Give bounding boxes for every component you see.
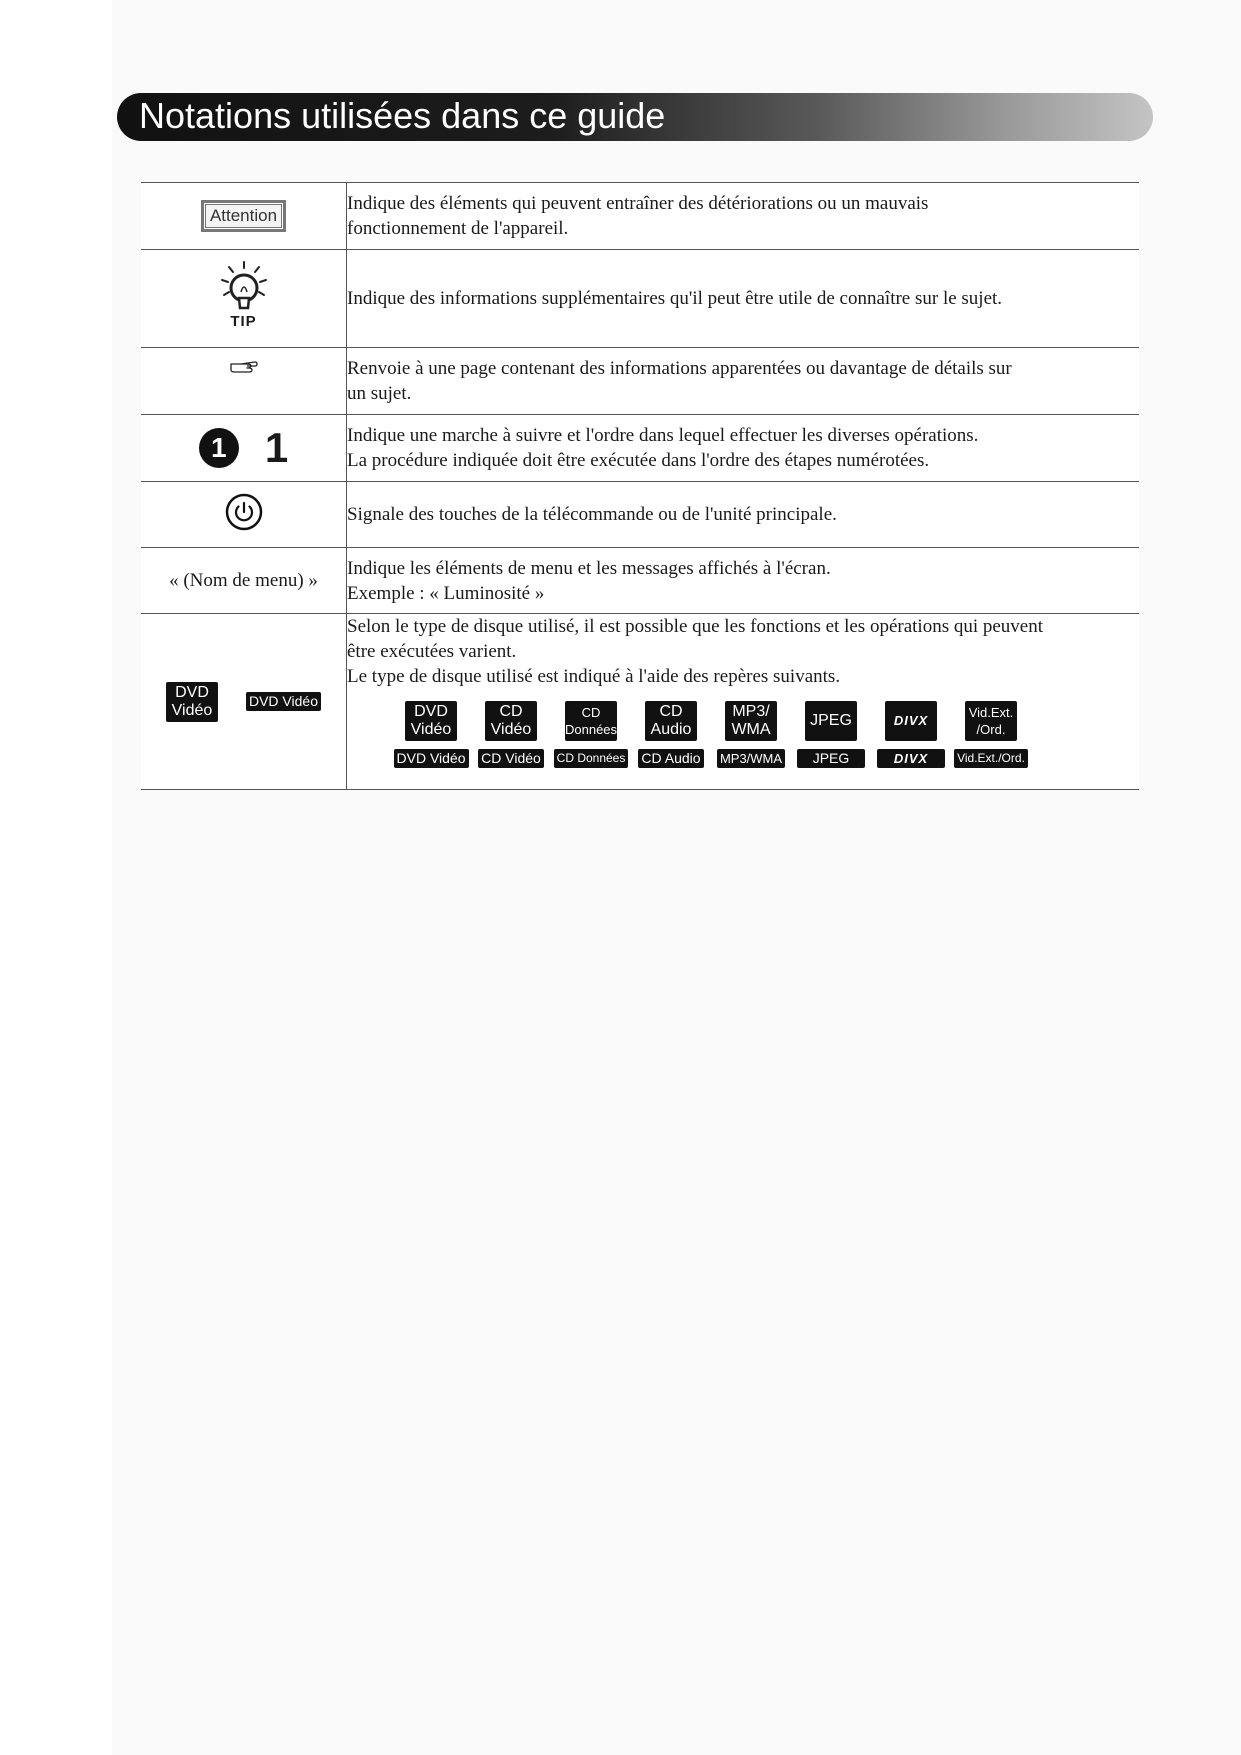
cd-video-badge-small: CD Vidéo	[478, 749, 544, 768]
attention-icon: Attention	[201, 200, 286, 232]
description-line: un sujet.	[347, 383, 412, 404]
step-number-circled-icon: 1	[199, 428, 239, 468]
description-line: fonctionnement de l'appareil.	[347, 218, 569, 239]
step-number-plain: 1	[264, 424, 289, 471]
mp3-wma-badge-small: MP3/WMA	[717, 749, 785, 768]
jpeg-badge-large: JPEG	[805, 701, 857, 741]
description-cell	[347, 415, 1140, 482]
description-cell	[347, 614, 1140, 790]
description-cell	[347, 548, 1140, 614]
description-line: Indique des éléments qui peuvent entraîner des détériorations ou un mauvais	[347, 193, 929, 214]
dvd-video-badge-large: DVD Vidéo	[405, 701, 457, 741]
lightbulb-tip-icon	[214, 258, 274, 334]
cd-donnees-badge-large: CD Données	[565, 701, 617, 741]
symbol-cell	[141, 183, 347, 250]
divx-badge-large: DIVX	[885, 701, 937, 741]
table-row	[141, 250, 1139, 348]
section-title-bar	[117, 93, 1153, 141]
description-line: La procédure indiquée doit être exécutée dans l'ordre des étapes numérotées.	[347, 450, 930, 471]
vid-ext-ord-badge-large: Vid.Ext. /Ord.	[965, 701, 1017, 741]
description-line: Exemple : « Luminosité »	[347, 582, 545, 604]
description-line: Renvoie à une page contenant des informations apparentées ou davantage de détails sur	[347, 358, 1012, 379]
table-row	[141, 548, 1139, 614]
page-title: Notations utilisées dans ce guide	[139, 95, 666, 136]
table-row	[141, 348, 1139, 415]
description-line: Le type de disque utilisé est indiqué à l'aide des repères suivants.	[347, 666, 841, 687]
notation-table	[141, 182, 1139, 790]
table-row	[141, 614, 1139, 790]
dvd-video-badge-small: DVD Vidéo	[246, 692, 321, 711]
mp3-wma-badge-large: MP3/ WMA	[725, 701, 777, 741]
symbol-cell	[141, 482, 347, 548]
symbol-cell	[141, 614, 347, 790]
cd-audio-badge-small: CD Audio	[638, 749, 703, 768]
description-line: Selon le type de disque utilisé, il est possible que les fonctions et les opérations qui peuvent	[347, 616, 1044, 637]
description-cell	[347, 482, 1140, 548]
disc-type-badges	[395, 701, 1139, 770]
dvd-video-badge-small: DVD Vidéo	[394, 749, 469, 768]
tip-label: TIP	[230, 313, 257, 330]
divx-badge-small: DIVX	[877, 749, 945, 768]
symbol-cell	[141, 415, 347, 482]
vid-ext-ord-badge-small: Vid.Ext./Ord.	[954, 749, 1028, 768]
jpeg-badge-small: JPEG	[797, 749, 865, 768]
menu-name-notation: « (Nom de menu) »	[169, 569, 318, 591]
description-line: Indique une marche à suivre et l'ordre dans lequel effectuer les diverses opérations.	[347, 425, 979, 446]
table-row	[141, 415, 1139, 482]
table-row	[141, 482, 1139, 548]
symbol-cell	[141, 250, 347, 348]
symbol-cell	[141, 548, 347, 614]
power-button-icon	[225, 493, 263, 531]
description-cell	[347, 183, 1140, 250]
cd-video-badge-large: CD Vidéo	[485, 701, 537, 741]
symbol-cell	[141, 348, 347, 415]
dvd-video-badge-large: DVD Vidéo	[166, 682, 218, 722]
description-line: Signale des touches de la télécommande ou de l'unité principale.	[347, 504, 837, 525]
description-line: Indique les éléments de menu et les messages affichés à l'écran.	[347, 557, 831, 579]
description-line: être exécutées varient.	[347, 641, 517, 662]
description-cell	[347, 348, 1140, 415]
cd-audio-badge-large: CD Audio	[645, 701, 697, 741]
description-cell	[347, 250, 1140, 348]
table-row	[141, 183, 1139, 250]
hand-pointer-icon	[229, 358, 259, 376]
description-line: Indique des informations supplémentaires qu'il peut être utile de connaître sur le sujet.	[347, 288, 1003, 309]
cd-donnees-badge-small: CD Données	[554, 749, 629, 768]
